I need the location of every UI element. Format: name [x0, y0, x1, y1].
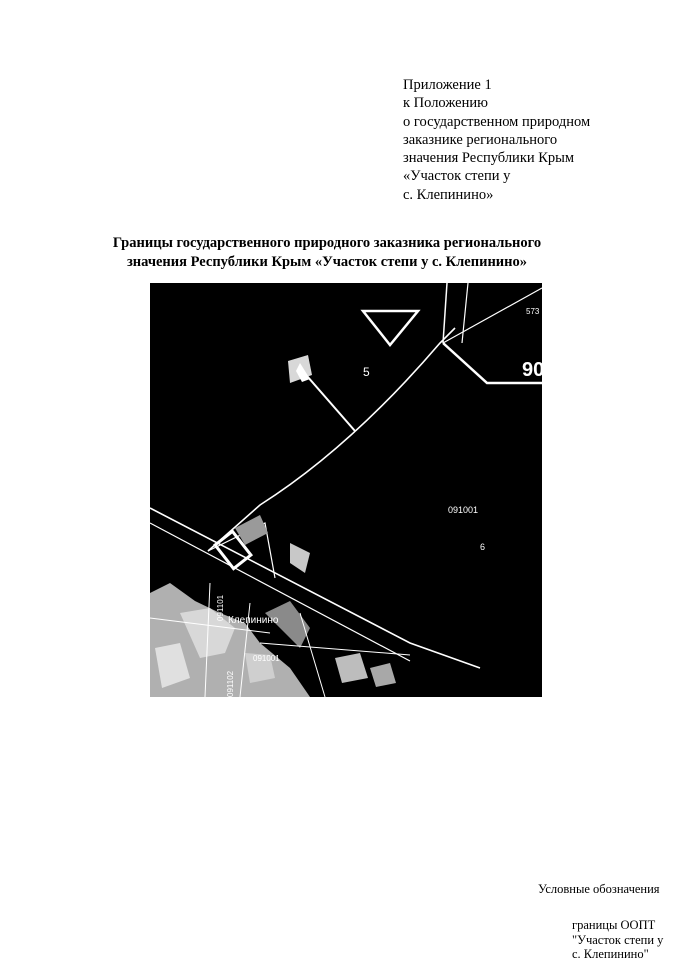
legend-entry-line: "Участок степи у [572, 932, 664, 947]
document-title [80, 234, 574, 272]
label-573: 573 [526, 307, 540, 316]
cadastral-label: 091001 [448, 505, 479, 515]
label-6: 6 [480, 542, 486, 552]
appendix-line: к Положению [403, 95, 488, 112]
label-90: 90 [522, 359, 545, 381]
cadastral-label: 091001 [253, 654, 280, 663]
appendix-block [403, 76, 633, 204]
title-line-1: Границы государственного природного заказника регионального [112, 235, 542, 251]
legend-title: Условные обозначения [538, 882, 660, 896]
map-canvas [150, 283, 545, 697]
legend-entry [572, 918, 663, 962]
title-line-2: значения Республики Крым «Участок степи у с. Клепинино» [126, 254, 528, 270]
appendix-line: «Участок степи у [403, 168, 511, 185]
cadastral-label: 091101 [216, 594, 225, 621]
boundary-map [150, 283, 664, 961]
village-name-label: Клепинино [228, 615, 279, 626]
legend-entry-line: границы ООПТ [572, 918, 656, 932]
appendix-line: о государственном природном [403, 113, 591, 130]
cadastral-label: 091102 [226, 670, 235, 697]
appendix-line: значения Республики Крым [403, 150, 575, 167]
legend-entry-line: с. Клепинино" [572, 947, 649, 961]
appendix-line: с. Клепинино» [403, 186, 494, 203]
appendix-line: заказнике регионального [403, 131, 558, 148]
map-legend [523, 880, 693, 980]
appendix-line: Приложение 1 [403, 77, 492, 93]
label-5: 5 [363, 365, 370, 379]
